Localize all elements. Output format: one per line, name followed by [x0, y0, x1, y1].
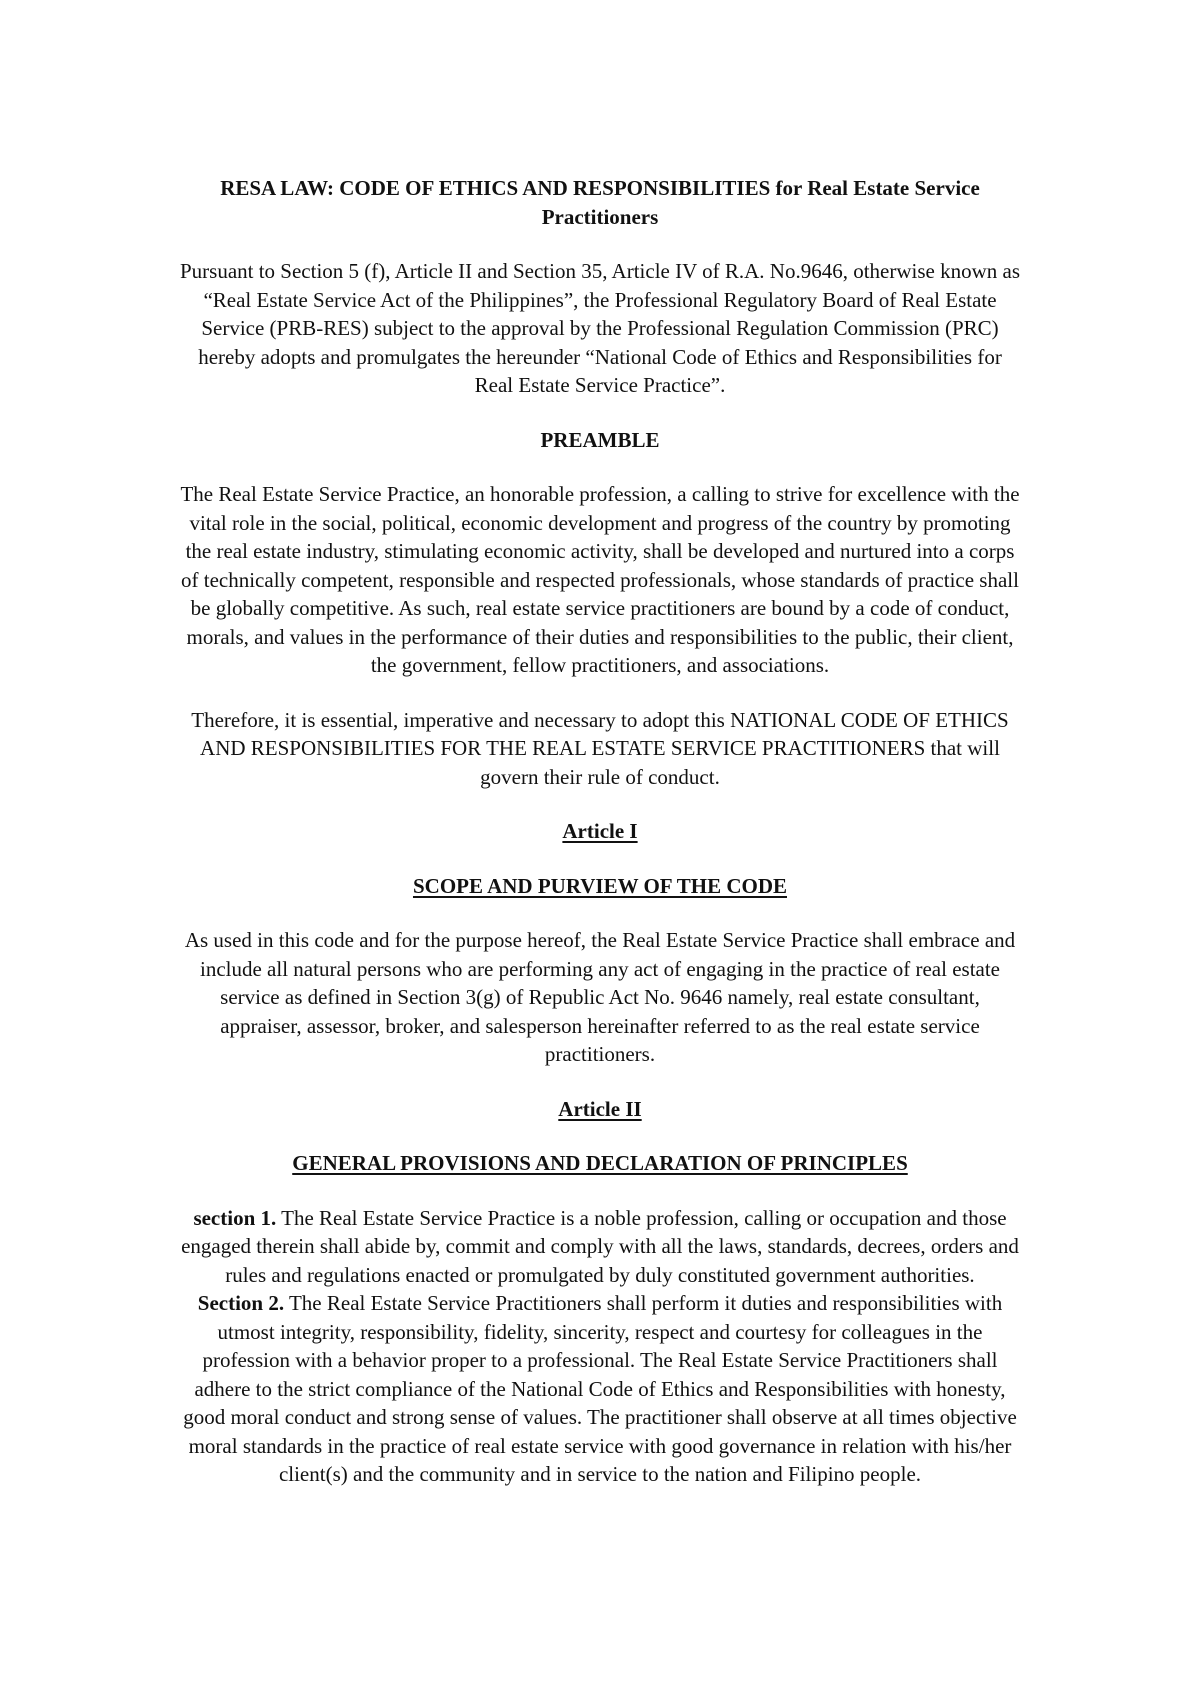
section-2-line: utmost integrity, responsibility, fidelity, sincerity, respect and courtesy for colleagues in the — [217, 1319, 983, 1344]
section-2-line: client(s) and the community and in service to the nation and Filipino people. — [278, 1462, 922, 1486]
preamble-line: vital role in the social, political, economic development and progress of the country by promoting — [189, 510, 1011, 535]
article-1-paragraph — [112, 926, 1088, 1069]
preamble-line: be globally competitive. As such, real estate service practitioners are bound by a code of conduct, — [190, 596, 1010, 620]
preamble-line: The Real Estate Service Practice, an honorable profession, a calling to strive for excellence with the — [180, 482, 1020, 506]
document-page — [112, 174, 1088, 1489]
article-1-subheading: SCOPE AND PURVIEW OF THE CODE — [412, 873, 787, 898]
preamble-line: the government, fellow practitioners, and associations. — [370, 653, 830, 677]
section-2-text: The Real Estate Service Practitioners shall perform it duties and responsibilities with — [284, 1291, 1003, 1315]
intro-line: “Real Estate Service Act of the Philippines”, the Professional Regulatory Board of Real Estate — [203, 287, 997, 312]
article-2-heading: Article II — [558, 1096, 642, 1121]
intro-line: Real Estate Service Practice”. — [474, 373, 726, 397]
title-line-1: RESA LAW: CODE OF ETHICS AND RESPONSIBILITIES for Real Estate Service — [220, 176, 980, 200]
section-1-label: section 1. — [193, 1205, 277, 1230]
document-title — [112, 174, 1088, 231]
intro-line: Service (PRB-RES) subject to the approval by the Professional Regulation Commission (PRC) — [201, 316, 999, 340]
preamble-line: Therefore, it is essential, imperative and necessary to adopt this NATIONAL CODE OF ETHICS — [191, 707, 1009, 732]
article-1-line: appraiser, assessor, broker, and salesperson hereinafter referred to as the real estate service — [220, 1013, 980, 1038]
section-1-first-line — [112, 1204, 1088, 1233]
article-1-line: As used in this code and for the purpose hereof, the Real Estate Service Practice shall embrace and — [184, 928, 1016, 952]
section-1-text: The Real Estate Service Practice is a noble profession, calling or occupation and those — [276, 1205, 1007, 1230]
article-1-line: service as defined in Section 3(g) of Republic Act No. 9646 namely, real estate consultant, — [220, 985, 980, 1009]
article-1-line: include all natural persons who are performing any act of engaging in the practice of real estate — [200, 956, 1000, 981]
article-1-heading: Article I — [562, 819, 638, 843]
article-2-sections — [112, 1204, 1088, 1489]
section-2-line: moral standards in the practice of real estate service with good governance in relation with his/her — [188, 1433, 1012, 1458]
preamble-paragraph-2 — [112, 706, 1088, 792]
section-1-line: rules and regulations enacted or promulgated by duly constituted government authorities. — [225, 1262, 975, 1287]
section-2-line: adhere to the strict compliance of the National Code of Ethics and Responsibilities with honesty, — [194, 1376, 1006, 1401]
section-1-line: engaged therein shall abide by, commit and comply with all the laws, standards, decrees, orders and — [181, 1234, 1019, 1258]
title-line-2: Practitioners — [541, 204, 659, 229]
preamble-heading: PREAMBLE — [540, 427, 660, 452]
section-2-first-line — [112, 1289, 1088, 1318]
preamble-line: the real estate industry, stimulating economic activity, shall be developed and nurtured into a corps — [185, 539, 1015, 563]
preamble-line: morals, and values in the performance of their duties and responsibilities to the public, their client, — [186, 624, 1014, 649]
intro-line: Pursuant to Section 5 (f), Article II and Section 35, Article IV of R.A. No.9646, otherwise known as — [179, 259, 1021, 283]
section-2-line: profession with a behavior proper to a professional. The Real Estate Service Practitioners shall — [202, 1348, 998, 1372]
intro-paragraph — [112, 257, 1088, 400]
article-2-subheading: GENERAL PROVISIONS AND DECLARATION OF PRINCIPLES — [292, 1151, 908, 1175]
preamble-line: of technically competent, responsible and respected professionals, whose standards of practice shall — [181, 567, 1019, 592]
article-1-line: practitioners. — [544, 1042, 656, 1066]
preamble-line: AND RESPONSIBILITIES FOR THE REAL ESTATE SERVICE PRACTITIONERS that will — [200, 736, 1000, 760]
section-2-line: good moral conduct and strong sense of values. The practitioner shall observe at all times objective — [183, 1405, 1017, 1429]
section-2-label: Section 2. — [197, 1291, 285, 1315]
preamble-line: govern their rule of conduct. — [480, 764, 720, 789]
preamble-paragraph-1 — [112, 480, 1088, 680]
intro-line: hereby adopts and promulgates the hereunder “National Code of Ethics and Responsibilities for — [198, 344, 1002, 369]
